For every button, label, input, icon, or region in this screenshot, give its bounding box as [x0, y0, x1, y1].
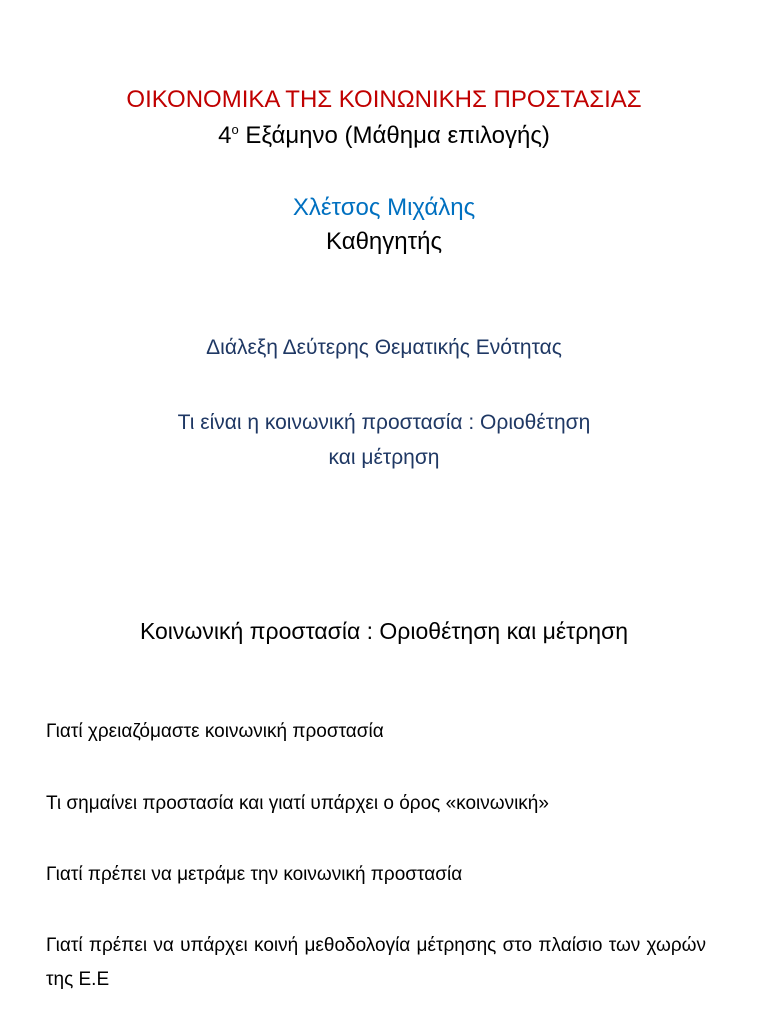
author-role: Καθηγητής — [325, 228, 443, 255]
bullet-item: Τι σημαίνει προστασία και γιατί υπάρχει ο όρος «κοινωνική» — [46, 793, 549, 814]
bullet-item: Γιατί πρέπει να μετράμε την κοινωνική προστασία — [46, 864, 463, 885]
bullet-item: Γιατί πρέπει να υπάρχει κοινή μεθοδολογία μέτρησης στο πλαίσιο των χωρών της Ε.Ε — [46, 935, 706, 990]
topic-title-line-1: Τι είναι η κοινωνική προστασία : Οριοθέτηση — [177, 411, 591, 434]
course-title: ΟΙΚΟΝΟΜΙΚΑ ΤΗΣ ΚΟΙΝΩΝΙΚΗΣ ΠΡΟΣΤΑΣΙΑΣ — [126, 86, 642, 113]
slide2-title: Κοινωνική προστασία : Οριοθέτηση και μέτρηση — [139, 618, 629, 644]
author-name: Χλέτσος Μιχάλης — [292, 194, 476, 221]
semester-text: Εξάμηνο (Μάθημα επιλογής) — [238, 122, 550, 149]
lecture-title: Διάλεξη Δεύτερης Θεματικής Ενότητας — [206, 336, 562, 359]
semester-number: 4 — [218, 122, 232, 149]
semester-line — [0, 122, 768, 150]
semester-superscript: ο — [231, 122, 239, 137]
bullet-item: Γιατί χρειαζόμαστε κοινωνική προστασία — [46, 721, 384, 742]
topic-title-line-2: και μέτρηση — [328, 446, 440, 469]
